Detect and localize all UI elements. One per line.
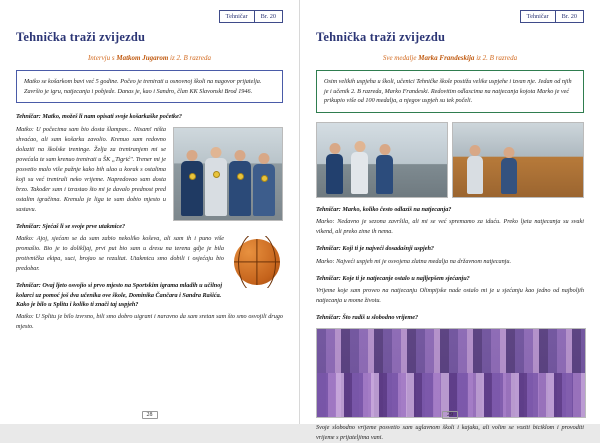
photo-person	[205, 158, 227, 216]
byline	[316, 54, 584, 62]
answer-3: Vrijeme koje sam proveo na natjecanju Olimpijske nade ostalo mi je u sjećanju kao jedno od najboljih natjecanja u mome životu.	[316, 286, 584, 304]
left-body	[16, 112, 283, 332]
question-1: Tehničar: Marko, koliko često odlaziš na natjecanja?	[316, 205, 452, 213]
byline-prefix: Intervju s	[87, 54, 117, 62]
article-title: Tehnička traži zvijezdu	[16, 30, 146, 44]
photo-person	[501, 158, 517, 194]
header-issue-number: Br. 20	[555, 10, 584, 23]
answer-2: Matko: Ajoj, sjećam se da sam zabio nekoliko koševa, ali sam ih i puno više promašio. Bio je to dolikljaj, prvi put bio sam u dresu na terenu gdje je bila protivnička ekipa, suci, brojao se rezultat. Utakmicu smo dobili i osjećaju bio predobar.	[16, 235, 224, 273]
question-3: Tehničar: Ovaj ljeto osvojio si prvo mjesto na Sportskim igrama mladih u učilnoj kolarci uz pomoć još dva učenika ove škole, Dominika Čančara i Sandra Rašića. Kako je bilo u Splitu i koliko ti znači taj uspjeh?	[16, 282, 223, 309]
header-magazine-title: Tehničar	[520, 10, 555, 23]
photo-person	[467, 156, 483, 194]
right-body	[316, 205, 584, 322]
question-4: Tehničar: Što radiš u slobodno vrijeme?	[316, 313, 419, 321]
medal-icon	[261, 175, 268, 182]
photo-person	[376, 155, 393, 194]
photo-award-ceremony	[316, 122, 448, 198]
article-title: Tehnička traži zvijezdu	[316, 30, 446, 44]
photo-kayak-banner	[316, 328, 586, 418]
photo-team-medals	[173, 127, 283, 221]
photo-pair	[316, 122, 584, 198]
byline	[16, 54, 283, 62]
byline-person-name: Matkom Jugarom	[116, 54, 169, 62]
left-page	[0, 0, 300, 424]
intro-box: Osim velikih uspjeha u školi, učenici Tehničke škole postižu velike uspjehe i izvan nje. Jedan od njih je i učenik 2. B razreda, Marko Frandeski. Redovitim odlascima na natjecanja kojota Marko je već prikupio više od 100 medalja, a njegov uspjeh su tek počeli.	[316, 70, 584, 113]
medal-icon	[189, 173, 196, 180]
byline-prefix: Sve medalje	[382, 54, 419, 62]
byline-suffix: iz 2. B razreda	[474, 54, 518, 62]
photo-basketball-court	[452, 122, 584, 198]
left-page-header	[16, 10, 283, 23]
right-page	[300, 0, 600, 442]
basketball-icon	[234, 239, 280, 285]
answer-3: Matko: U Splitu je bilo izvrsno, bili smo dobro uigrani i naravno da sam sretan sam što smo osvojili drugo mjesto.	[16, 313, 283, 331]
page-number-value: 29	[442, 411, 458, 419]
question-3: Tehničar: Koje ti je natjecanje ostalo u najljepšem sjećanju?	[316, 274, 470, 282]
photo-person	[253, 164, 275, 216]
header-magazine-title: Tehničar	[219, 10, 254, 23]
answer-1: Matko: U počecima sam bio dosta šlampav... Nisam! ništa shvaćao, ali sam košarku zavolio. Krenuo sam redovno dolaziti na školske treninge. Želja za treniranjem mi se povećala te sam krenuo trenirati u ŠK „Tigrić". Trener mi je posvetio malo više pažnje kako bih ulao u korak s ostalima koji su već trenirali neko vrijeme. Napredovao sam dosta brzo. Također sam i izrastao što mi je davalo prednost pred ostalim igračima. Krenula je liga te sam dobio mjesto u sastavu.	[16, 125, 166, 213]
basketball-photo	[231, 236, 283, 288]
photo-person	[326, 154, 343, 194]
right-page-header	[316, 10, 584, 23]
photo-person	[181, 161, 203, 216]
right-page-number	[300, 412, 600, 418]
answer-4: Svoje slobodno vrijeme posvetio sam uglavnom školi i kajaku, ali volim se voziti biciklom i provoditi vrijeme s prijateljima vani.	[316, 424, 584, 442]
photo-person	[229, 161, 251, 216]
answer-2: Marko: Najveći uspjeh mi je osvojena zlatna medalja na državnom natjecanju.	[316, 257, 512, 265]
answer-1: Marko: Nedavno je sezona završila, ali mi se već spremamo za iduću. Preko ljeta natjecanja su svaki vikend, ali preko zime ih nema.	[316, 218, 584, 236]
question-2: Tehničar: Koji ti je najveći dosadašnji uspjeh?	[316, 245, 435, 253]
medal-icon	[213, 171, 220, 178]
byline-person-name: Marka Frandeskija	[418, 54, 475, 62]
question-1: Tehničar: Matko, možeš li nam opisati svoje košarkaške početke?	[16, 113, 182, 121]
intro-box: Matko se košarkom bavi već 5 godine. Počeo je trenirati u osnovnoj školi na nagovor prijatelja. Završio je igru, natjecanja i pobjede. Danas je, kao i Sandro, član KK Slavonski Brod 1946.	[16, 70, 283, 103]
byline-suffix: iz 2. B razreda	[168, 54, 212, 62]
photo-content	[174, 128, 282, 220]
page-number-value: 28	[142, 411, 158, 419]
medal-icon	[237, 173, 244, 180]
question-2: Tehničar: Sjećaš li se svoje prve utakmice?	[16, 222, 126, 230]
header-issue-number: Br. 20	[254, 10, 283, 23]
left-page-number	[0, 412, 299, 418]
photo-person	[351, 152, 368, 194]
